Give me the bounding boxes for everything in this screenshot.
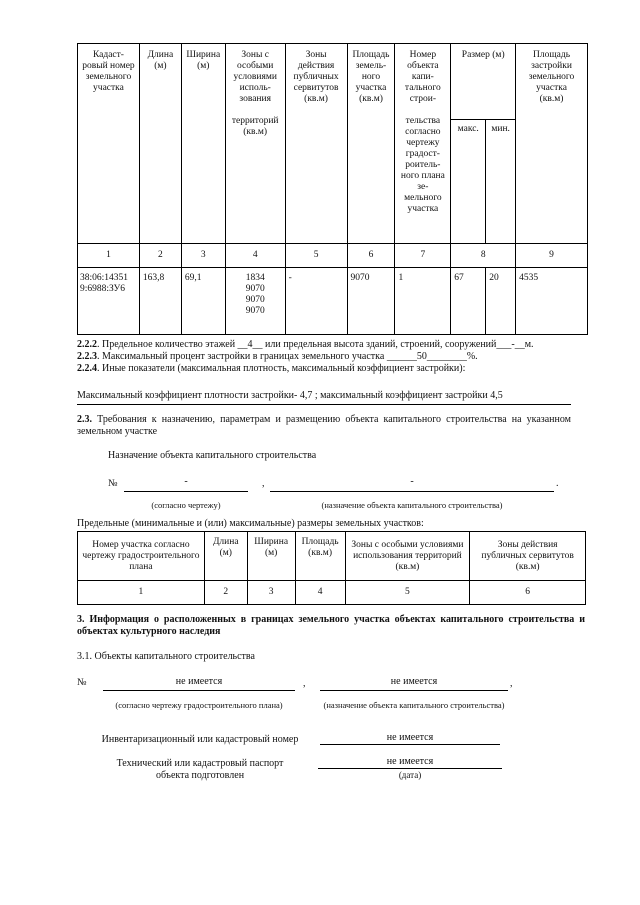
drawing-value: - (184, 476, 188, 487)
col-header-object-no-part2: тельства согласно чертежу градост- роитель- ного плана зе- мельного участка (400, 116, 445, 214)
caption-object-name: (назначение объекта капитального строительства) (321, 500, 503, 510)
param-text: . Предельное количество этажей __4__ или предельная высота зданий, строений, сооружений___-__м. (97, 339, 534, 350)
limits-header-width: Ширина (м) (247, 532, 295, 581)
caption-object-name: (назначение объекта капитального строительства) (323, 700, 505, 710)
param-number: 2.2.2 (77, 339, 97, 350)
col-number: 5 (285, 244, 347, 268)
cell-zones: 1834 9070 9070 9070 (225, 268, 285, 335)
col-header-object-no-part1: Номер объекта капи- тального строи- (404, 50, 441, 104)
col-header-zones-part2: территорий (кв.м) (231, 116, 279, 137)
col-number: 4 (225, 244, 285, 268)
col-number: 9 (516, 244, 588, 268)
col-number: 6 (347, 244, 395, 268)
caption-drawing: (согласно чертежу градостроительного плана) (115, 700, 283, 710)
cell-servitude: - (285, 268, 347, 335)
col-header-build-area: Площадь застройки земельного участка (кв.м) (516, 44, 588, 244)
limits-col-number: 4 (295, 581, 345, 605)
number-sign: № (77, 677, 87, 688)
param-text: . Иные показатели (максимальная плотность, максимальный коэффициент застройки): (97, 363, 466, 374)
passport-label: Технический или кадастровый паспорт объекта подготовлен (116, 758, 284, 781)
cell-build-area: 4535 (516, 268, 588, 335)
col-header-zones (225, 44, 285, 244)
col-number: 3 (181, 244, 225, 268)
cell-length: 163,8 (139, 268, 181, 335)
limits-header-zones: Зоны с особыми условиями использования территорий (кв.м) (345, 532, 470, 581)
cell-cadastral: 38:06:14351 9:6988:ЗУ6 (78, 268, 140, 335)
section-3-title: 3. Информация о расположенных в границах земельного участка объектах капитального строительства и объектах культурного наследия (77, 614, 585, 637)
limits-col-number: 2 (204, 581, 247, 605)
section-3-1-title: 3.1. Объекты капитального строительства (77, 651, 255, 662)
inventory-label: Инвентаризационный или кадастровый номер (101, 734, 299, 745)
col-header-zones-part1: Зоны с особыми условиями исполь- зования (233, 50, 277, 104)
limits-title: Предельные (минимальные и (или) максимальные) размеры земельных участков: (77, 518, 424, 529)
comma: , (303, 678, 306, 689)
col-header-object-no (395, 44, 451, 244)
param-2-2-2 (77, 339, 592, 351)
limits-header-area: Площадь (кв.м) (295, 532, 345, 581)
cell-width: 69,1 (181, 268, 225, 335)
underline-inventory (320, 744, 500, 745)
limits-header-number: Номер участка согласно чертежу градостроительного плана (78, 532, 205, 581)
col-header-size-max: макс. (451, 120, 486, 244)
comma: , (262, 478, 265, 489)
number-sign: № (108, 478, 118, 489)
param-2-2-3 (77, 351, 592, 363)
cell-area: 9070 (347, 268, 395, 335)
purpose-label: Назначение объекта капитального строительства (108, 450, 317, 461)
passport-value: не имеется (386, 756, 434, 767)
section-text: Требования к назначению, параметрам и размещению объекта капитального строительства на указанном земельном участке (77, 414, 571, 437)
cell-object-no: 1 (395, 268, 451, 335)
caption-date: (дата) (398, 770, 422, 780)
inventory-value: не имеется (386, 732, 434, 743)
param-text: . Максимальный процент застройки в границах земельного участка ______50________%. (97, 351, 478, 362)
params-block (77, 339, 592, 375)
cell-size-max: 67 (451, 268, 486, 335)
comma: , (510, 678, 513, 689)
col-header-size-min: мин. (486, 120, 516, 244)
col-number: 1 (78, 244, 140, 268)
param-number: 2.2.4 (77, 363, 97, 374)
col-header-area: Площадь земель- ного участка (кв.м) (347, 44, 395, 244)
density-value: Максимальный коэффициент плотности застройки- 4,7 ; максимальный коэффициент застройки 4,5 (77, 390, 503, 401)
limits-col-number: 3 (247, 581, 295, 605)
object-name-value: не имеется (390, 676, 438, 687)
limits-col-number: 1 (78, 581, 205, 605)
divider (77, 404, 571, 405)
cell-size-min: 20 (486, 268, 516, 335)
col-header-width: Ширина (м) (181, 44, 225, 244)
parcel-table (77, 43, 588, 335)
limits-header-servitude: Зоны действия публичных сервитутов (кв.м) (470, 532, 586, 581)
underline-drawing (103, 690, 295, 691)
object-name-value: - (410, 476, 414, 487)
limits-col-number: 5 (345, 581, 470, 605)
section-2-3 (77, 414, 571, 438)
section-number: 2.3. (77, 414, 92, 425)
underline-passport (318, 768, 502, 769)
limits-col-number: 6 (470, 581, 586, 605)
col-number: 2 (139, 244, 181, 268)
param-number: 2.2.3 (77, 351, 97, 362)
col-number: 8 (451, 244, 516, 268)
period: . (556, 478, 559, 489)
limits-header-length: Длина (м) (204, 532, 247, 581)
param-2-2-4 (77, 363, 592, 375)
caption-drawing: (согласно чертежу) (151, 500, 221, 510)
col-number: 7 (395, 244, 451, 268)
drawing-value: не имеется (175, 676, 223, 687)
col-header-size: Размер (м) (451, 44, 516, 120)
underline-drawing (124, 491, 248, 492)
limits-table (77, 531, 586, 605)
col-header-servitude: Зоны действия публичных сервитутов (кв.м) (285, 44, 347, 244)
underline-object-name (320, 690, 508, 691)
col-header-length: Длина (м) (139, 44, 181, 244)
underline-object-name (270, 491, 554, 492)
col-header-cadastral: Кадаст- ровый номер земельного участка (78, 44, 140, 244)
